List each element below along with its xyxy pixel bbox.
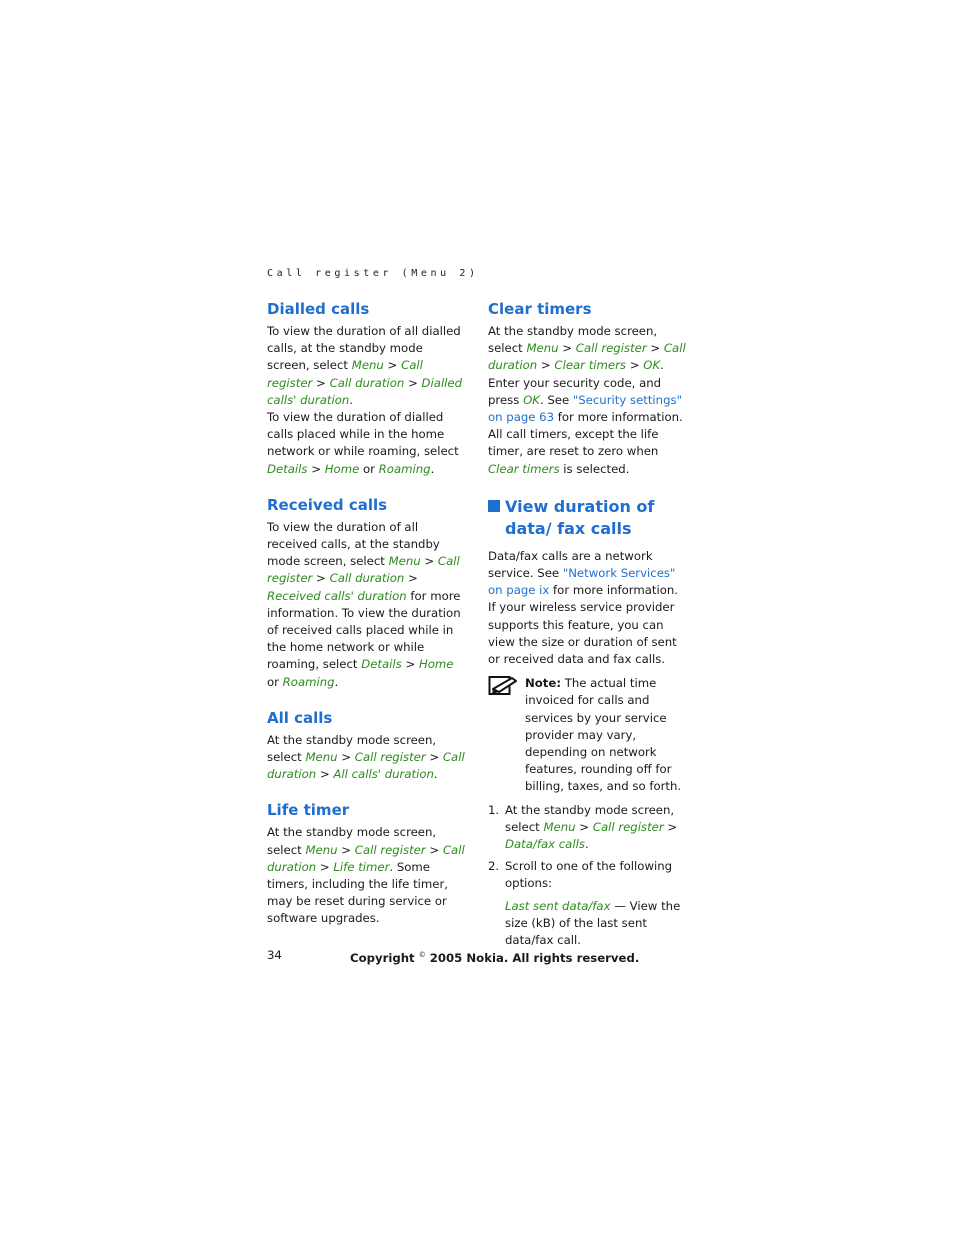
note-box: Note: The actual time invoiced for calls and services by your service provider may vary, depending on network features, rounding off for billing, taxes, and so forth. xyxy=(488,675,688,795)
section-title-life-timer: Life timer xyxy=(267,801,350,820)
left-column xyxy=(267,300,467,928)
list-item: 1. At the standby mode screen, select Menu > Call register > Data/fax calls. xyxy=(488,802,678,852)
section-title-received-calls: Received calls xyxy=(267,495,388,514)
dialled-calls-paragraph-2: To view the duration of dialled calls placed while in the home network or while roaming, select Details > Home or Roaming. xyxy=(267,410,459,476)
copyright: Copyright © 2005 Nokia. All rights reserved. xyxy=(350,950,640,965)
running-head: Call register (Menu 2) xyxy=(267,268,479,279)
right-column xyxy=(488,300,688,949)
steps-list xyxy=(488,802,688,893)
network-services-link[interactable]: "Network Services" on page ix xyxy=(488,566,676,598)
view-duration-paragraph: Data/fax calls are a network service. See "Network Services" on page ix for more information. If your wireless service provider supports this feature, you can view the size or duration of sent or received data and fax calls. xyxy=(488,548,679,667)
received-calls-paragraph: To view the duration of all received calls, at the standby mode screen, select Menu > Call register > Call duration > Received calls' duration for more information. To view the duration of received calls placed while in the home network or while roaming, select Details > Home or Roaming. xyxy=(267,519,461,689)
security-settings-link[interactable]: "Security settings" on page 63 xyxy=(488,392,682,425)
option-last-sent: Last sent data/fax — View the size (kB) of the last sent data/fax call. xyxy=(505,898,681,948)
section-heading-view-duration xyxy=(488,496,688,544)
section-title-all-calls: All calls xyxy=(267,708,333,727)
life-timer-paragraph: At the standby mode screen, select Menu > Call register > Call duration > Life timer. Some timers, including the life timer, may be reset during service or software upgrades. xyxy=(267,825,465,926)
clear-timers-paragraph: At the standby mode screen, select Menu > Call register > Call duration > Clear timers > OK. Enter your security code, and press OK. See "Security settings" on page 63 for more information. All call timers, except the life timer, are reset to zero when Clear timers is selected. xyxy=(488,324,686,476)
section-title-dialled-calls: Dialled calls xyxy=(267,300,370,318)
all-calls-paragraph: At the standby mode screen, select Menu > Call register > Call duration > All calls' duration. xyxy=(267,732,465,782)
note-icon xyxy=(488,675,525,795)
page-number: 34 xyxy=(267,948,282,962)
section-title-view-duration: View duration of data/ fax calls xyxy=(505,496,655,538)
list-item: 2. Scroll to one of the following options: xyxy=(488,859,673,891)
square-bullet-icon xyxy=(488,500,500,512)
section-title-clear-timers: Clear timers xyxy=(488,300,592,318)
dialled-calls-paragraph-1: To view the duration of all dialled calls, at the standby mode screen, select Menu > Call register > Call duration > Dialled calls' duration. xyxy=(267,324,463,407)
